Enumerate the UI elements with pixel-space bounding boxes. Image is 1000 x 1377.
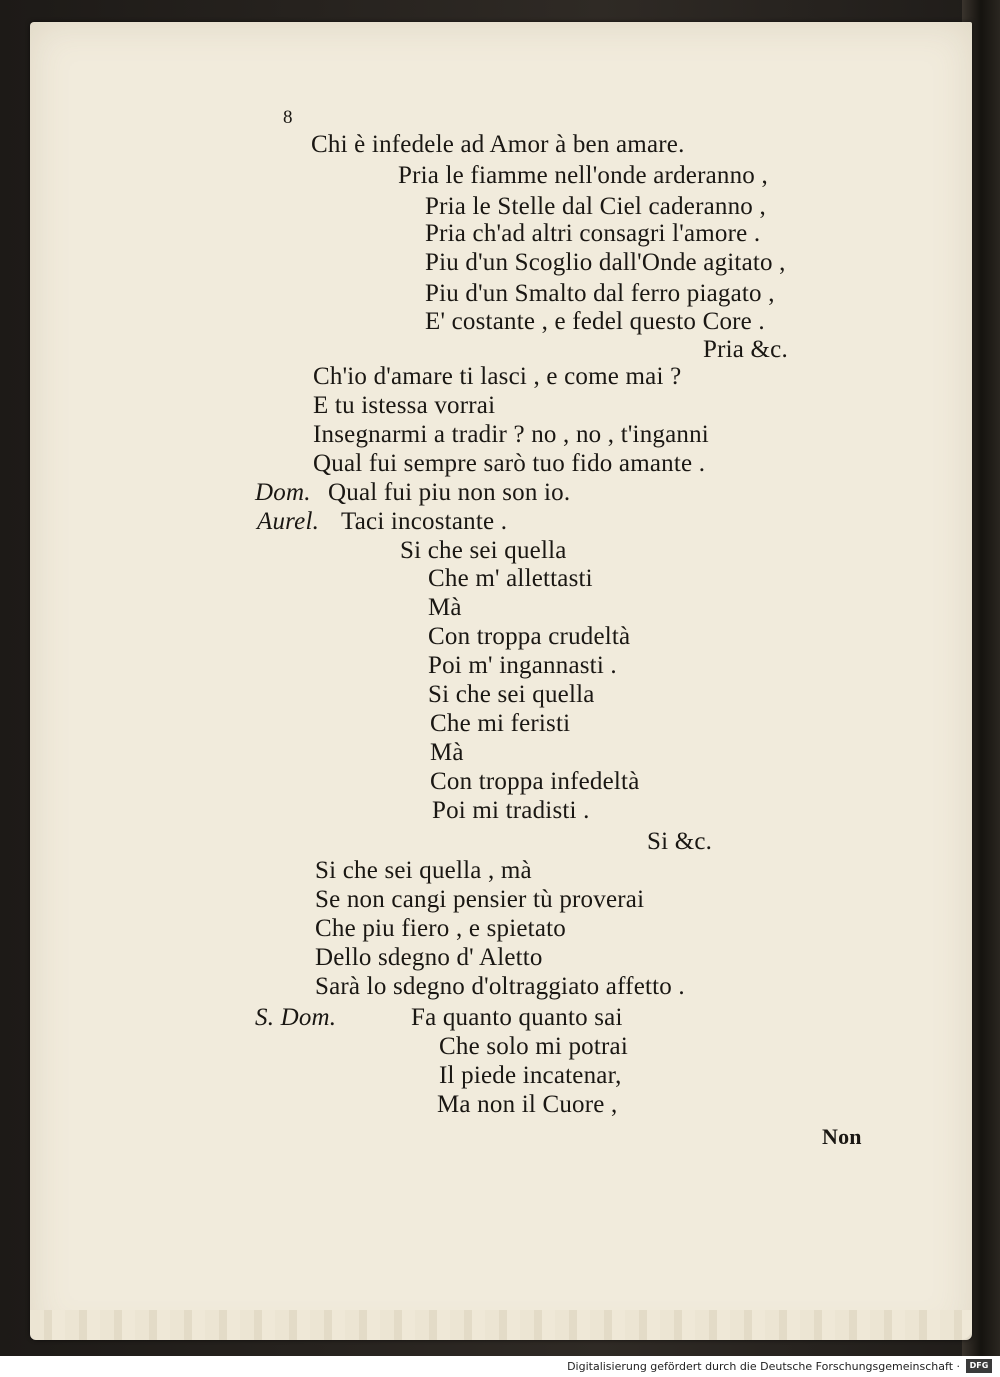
text-line: Ma non il Cuore ,: [437, 1091, 618, 1118]
footer-credit: Digitalisierung gefördert durch die Deutsche Forschungsgemeinschaft ·: [567, 1360, 960, 1373]
speaker-label: Dom.: [255, 479, 311, 506]
text-line: Si che sei quella: [400, 537, 567, 564]
text-line: Se non cangi pensier tù proverai: [315, 886, 645, 913]
refrain-line: Si &c.: [647, 828, 713, 855]
text-line: Pria le Stelle dal Ciel caderanno ,: [425, 193, 766, 220]
text-line: Dello sdegno d' Aletto: [315, 944, 543, 971]
text-line: Sarà lo sdegno d'oltraggiato affetto .: [315, 973, 685, 1000]
refrain-line: Pria &c.: [703, 336, 788, 363]
speaker-label: S. Dom.: [255, 1004, 337, 1031]
text-line: Si che sei quella , mà: [315, 857, 532, 884]
text-line: Pria le fiamme nell'onde arderanno ,: [398, 162, 768, 189]
text-line: Poi mi tradisti .: [432, 797, 590, 824]
text-line: E' costante , e fedel questo Core .: [425, 308, 765, 335]
text-line: Piu d'un Scoglio dall'Onde agitato ,: [425, 249, 786, 276]
page-number: 8: [283, 107, 293, 128]
text-line: Che solo mi potrai: [439, 1033, 629, 1060]
speaker-label: Aurel.: [257, 508, 320, 535]
text-line: Ch'io d'amare ti lasci , e come mai ?: [313, 363, 682, 390]
text-line: Poi m' ingannasti .: [428, 652, 617, 679]
page-bottom-edge: [30, 1310, 972, 1340]
text-line: Si che sei quella: [428, 681, 595, 708]
text-line: Con troppa crudeltà: [428, 623, 631, 650]
text-line: Che piu fiero , e spietato: [315, 915, 566, 942]
text-line: Con troppa infedeltà: [430, 768, 640, 795]
text-line: Mà: [430, 739, 464, 766]
text-line: Qual fui sempre sarò tuo fido amante .: [313, 450, 706, 477]
text-line: Taci incostante .: [341, 508, 508, 535]
text-line: Che m' allettasti: [428, 565, 593, 592]
text-line: Mà: [428, 594, 462, 621]
text-line: Insegnarmi a tradir ? no , no , t'inganni: [313, 421, 709, 448]
catchword: Non: [822, 1124, 862, 1149]
text-line: Pria ch'ad altri consagri l'amore .: [425, 220, 761, 247]
text-line: Chi è infedele ad Amor à ben amare.: [311, 131, 685, 158]
text-line: Piu d'un Smalto dal ferro piagato ,: [425, 280, 775, 307]
dfg-logo: DFG: [966, 1359, 992, 1373]
text-line: E tu istessa vorrai: [313, 392, 496, 419]
text-line: Il piede incatenar,: [439, 1062, 622, 1089]
text-line: Che mi feristi: [430, 710, 571, 737]
text-line: Qual fui piu non son io.: [328, 479, 571, 506]
text-line: Fa quanto quanto sai: [411, 1004, 623, 1031]
